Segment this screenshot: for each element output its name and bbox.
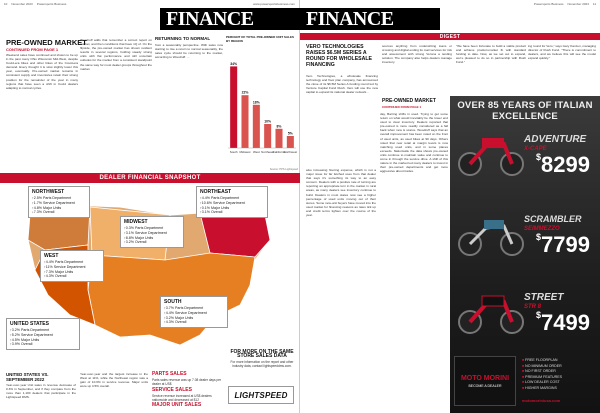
feature-item: ■ PREMIUM FEATURES <box>522 375 598 381</box>
chart-bar-northwest <box>287 136 294 148</box>
region-northeast: NORTHEAST ↑4.4% Parts Department ↑10.6% Service Department ↑0.1% Major Units ↑3.1% Overall <box>196 186 268 218</box>
category-scrambler: SCRAMBLER <box>524 214 582 224</box>
chart-category-label: Northwest <box>283 150 298 154</box>
chart-value-label: 34% <box>230 61 238 66</box>
motorcycle-scrambler-image <box>456 204 526 259</box>
vero-body-col3: "We have been fortunate to build a viable product and achieve product-market fit with standard funding to date. Now, as we set out to expand, we're pleased to do so in partnership with Rush Fund." <box>456 44 526 65</box>
region-south: SOUTH ↑3.7% Parts Department ↑4.4% Service Department ↑3.2% Major Units ↑4.3% Overall <box>160 296 228 328</box>
chart-category-label: West <box>252 150 260 154</box>
feature-item: ■ LOW DEALER COST <box>522 380 598 386</box>
article-deck: CONTINUED FROM PAGE 1 <box>6 47 59 52</box>
chart-bar-west <box>253 105 260 148</box>
preowned-cont-headline: PRE-OWNED MARKET <box>382 98 436 104</box>
chart-title: PERCENT OF TOTAL PRE-OWNED UNIT SALES BY REGION <box>226 35 295 43</box>
summary-headline: UNITED STATES VS. SEPTEMBER 2022 <box>6 372 49 382</box>
vero-body: Vero Technologies, a wholesale financing technology and floor plan company, has announced the close of its $6.5M Series A funding round led by Venture Capital Fund Rush. Vero will use the new capital to expand its national dealer network... <box>306 74 378 95</box>
vero-body-col2: sources anything from underwriting loans or crossing and digital ending its mail services for risk and assessment with strong Verona a lending solution. The company also helps dealers manage inventory. <box>382 44 452 65</box>
summary-body: Year-over-year Unit sales in revenue decrease of 0.3% in September, and if they compare from the more than 1,100 dealers that participate in the Lightspeed DMS. <box>6 383 76 400</box>
brand-logo: MOTO MORINI <box>460 374 510 382</box>
left-url: www.powersportsbusiness.com <box>253 2 295 6</box>
digest-bar: DIGEST <box>300 33 600 40</box>
bar-chart <box>226 44 298 162</box>
category-street: STREET <box>524 292 564 303</box>
motorcycle-street-image <box>456 282 526 337</box>
chart-category-label: South <box>229 150 238 154</box>
preowned-cont-col1: also increasing flooring expense, which is not a major issue for far fetched uses from that dealer that says it's something its way to an easy concern. Dealers with a positive rate of turning are reporting an appropriate turn in the market in rural areas, as many dealers see inventory continue to build. Dealers in most states now see a higher percentage of used units moving out of their stores. Some new-unit buyers have moved into the used market for financing reasons as rates tick up and credit terms tighten over the course of the year. <box>306 168 376 218</box>
right-page <box>300 0 600 413</box>
left-pub: Powersports Business <box>36 2 67 6</box>
chart-value-label: 22% <box>241 90 249 95</box>
preowned-cont-col2: day, Barring shifts in used. Trying to get some return on what would inevitably be the lower end used to clear inventory. Dealers reported that pre-owned is more readily considered as a fall back when new is scarce. Woodruff says that an overall improvement has been noted on the front of used units, as used bikes at 90 days. Others noted that new retail at margin levels is now matching used units, and in some places exceeds. Nationwide the data shows pre-owned units continue to maintain value and continue to come in through the service drive. A shift of this nature in the market led many dealers to invest in their pre-owned departments and get more aggressive about trades. <box>380 112 448 174</box>
service-sales-box: SERVICE SALES Service revenue increased at US$ dealers nationwide and decreased at $12 <box>152 387 212 402</box>
article-body-col2: Woodruff adds that remember a correct report on market, and then conditions that have 1Q of. On the flipside, the pre-owned market has shown resilient results in several regions, holding steady strong units with flat performance and still uncertain outlooks for the market from a consistent standpoint the same way for most dealer groups throughout the market. <box>80 38 152 71</box>
left-topbar <box>0 0 299 8</box>
ad-feature-list <box>522 358 598 392</box>
more-info-box: FOR MORE ON THE SAME STORE SALES DATA For more information on the report and other industry data, contact lightspeeddms.com. <box>230 349 294 368</box>
region-west: WEST ↑4.4% Parts Department ↑11% Service Department ↑7.3% Major Units ↑4.3% Overall <box>40 250 104 282</box>
chart-bar-midwest <box>241 95 248 148</box>
price-str8: $7499 <box>536 310 590 335</box>
article-body-col3: from a seasonality perspective. With sales now starting to rise a return to normal seasonality, the sales cycle should be returning to the market, according to Woodruff. ... <box>155 43 223 60</box>
price-seimmezzo: $7799 <box>536 232 590 257</box>
region-chart <box>226 36 298 171</box>
chart-bar-northeast <box>264 124 271 148</box>
left-date: November 2023 <box>11 2 33 6</box>
chart-bar-california <box>275 129 282 148</box>
parts-sales-box: PARTS SALES Parts sales revenue was up 7.08 dealer days per dealer at US$ <box>152 371 222 386</box>
region-united-states: UNITED STATES ↑3.2% Parts Department ↑5.2% Service Department ↑4.5% Major Units ↑3.9% Overall <box>6 318 80 350</box>
region-northwest: NORTHWEST ↑2.5% Parts Department ↑1.7% Service Department ↑4.8% Major Units ↓7.3% Overall <box>28 186 90 218</box>
moto-morini-ad[interactable] <box>450 96 600 413</box>
price-xcape: $8299 <box>536 152 590 177</box>
lightspeed-logo: LIGHTSPEED <box>228 386 294 404</box>
snapshot-bar: DEALER FINANCIAL SNAPSHOT <box>0 173 300 183</box>
article-headline-preowned: PRE-OWNED MARKET <box>6 38 87 47</box>
feature-item: ■ NO MINIMUM ORDER <box>522 364 598 370</box>
category-adventure: ADVENTURE <box>524 134 587 145</box>
chart-category-label: Northeast <box>261 150 275 154</box>
feature-item: ■ FREE FLOORPLAN <box>522 358 598 364</box>
become-dealer-label: BECOME A DEALER <box>468 383 502 388</box>
right-section-title: FINANCE <box>300 8 440 30</box>
right-pub: Powersports Business <box>533 2 564 6</box>
feature-item: ■ HIGHER MARGINS <box>522 386 598 392</box>
chart-category-label: Midwest <box>239 150 251 154</box>
chart-value-label: 5% <box>287 131 293 136</box>
preowned-cont-deck: CONTINUED FROM PAGE 1 <box>382 105 422 109</box>
article-headline-returning: RETURNING TO NORMAL <box>155 36 211 41</box>
motorcycle-adventure-image <box>456 124 526 179</box>
chart-value-label: 8% <box>276 124 282 129</box>
chart-category-label: California <box>272 150 286 154</box>
left-section-title: FINANCE <box>160 8 300 30</box>
chart-source: Source: PPS Lightspeed <box>269 168 298 171</box>
model-seimmezzo: SEIMMEZZO <box>524 226 560 232</box>
region-midwest: MIDWEST ↑0.3% Parts Department ↑3.1% Service Department ↑8.8% Major Units ↑3.2% Overall <box>120 216 184 248</box>
chart-value-label: 18% <box>252 100 260 105</box>
chart-value-label: 10% <box>264 119 272 124</box>
feature-item: ■ NO FIRST ORDER <box>522 369 598 375</box>
ad-title: OVER 85 YEARS OF ITALIAN EXCELLENCE <box>457 100 593 122</box>
vero-headline: VERO TECHNOLOGIES RAISES $6.5M SERIES A ROUND FOR WHOLESALE FINANCING <box>306 44 372 68</box>
ad-website-link[interactable]: motomoriniusa.com <box>522 398 561 403</box>
become-dealer-badge[interactable] <box>454 356 516 406</box>
left-folio: 10 <box>4 2 8 6</box>
chart-bar-south <box>230 66 237 148</box>
right-folio: 11 <box>592 2 596 6</box>
right-date: November 2023 <box>567 2 589 6</box>
major-units-box: MAJOR UNIT SALES <box>152 402 202 408</box>
vero-body-col4: ing round for Vero," says Gary Kanzen, managing director of Rush Fund. "There is commitment to dealers, and we believe this will see the model expand quickly." <box>528 44 596 61</box>
summary-body-col2: Year-over-year and the largest increase in the West at 11%, while the Northeast region saw a gain of 10.6% in service revenue. Major units were up 4.5% overall. <box>80 372 148 389</box>
model-xcape: X-CAPE <box>524 146 547 152</box>
article-body-col1: Weekend sales have continued and shown to be up in the past many Ohio Wisconsin Mid-West, despite Covid-era bikes and other bikes of the Covid-era demand. Every thought it is slow slightly lower this year, eventually. Pre-owned market remains in consistent supply and inventories retain their strong position for the remainder of the year in many regions that have seen a shift in Covid dealers adapting to normal cycles. <box>6 53 78 90</box>
model-str8: STR 8 <box>524 304 542 310</box>
